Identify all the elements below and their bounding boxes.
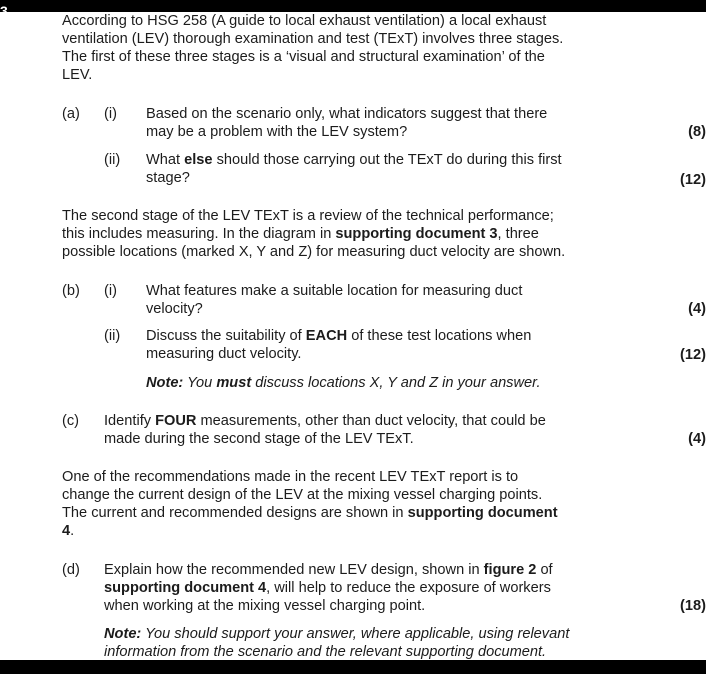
- supporting-document-4-ref: supporting document 4: [104, 580, 267, 596]
- recommendation-line-1: One of the recommendations made in the recent LEV TExT report is to: [62, 469, 519, 485]
- part-a-ii-bold: else: [184, 152, 213, 168]
- part-a-ii-line-1: [146, 151, 632, 169]
- supporting-document-ref: supporting document: [407, 505, 558, 521]
- part-b-i-label: (i): [104, 283, 117, 299]
- part-a-ii-post: should those carrying out the TExT do during this first: [212, 152, 562, 168]
- part-d-note-line-1-post: You should support your answer, where applicable, using relevant: [141, 626, 570, 642]
- part-b-ii-line-2: measuring duct velocity.: [146, 346, 302, 362]
- recommendation-line-4: [62, 522, 632, 540]
- part-d-line-1-post: of: [536, 562, 553, 578]
- part-b-note-label: Note:: [146, 375, 184, 391]
- part-b-note: [146, 374, 632, 392]
- part-d-note-line-2: information from the scenario and the relevant supporting document.: [104, 644, 547, 660]
- second-stage-paragraph: [62, 207, 632, 261]
- part-b-label: (b): [62, 283, 80, 299]
- recommendation-paragraph: [62, 468, 632, 540]
- part-b-note-pre: You: [183, 375, 217, 391]
- part-c-bold: FOUR: [155, 413, 197, 429]
- part-d-marks: (18): [680, 598, 706, 614]
- part-d-note-label: Note:: [104, 626, 142, 642]
- part-a-i-line-2: may be a problem with the LEV system?: [146, 124, 408, 140]
- part-a-label: (a): [62, 106, 80, 122]
- second-stage-line-1: The second stage of the LEV TExT is a review of the technical performance;: [62, 208, 554, 224]
- part-b-ii-bold: EACH: [305, 328, 348, 344]
- intro-line-4: LEV.: [62, 67, 93, 83]
- part-a-i-line-1: Based on the scenario only, what indicators suggest that there: [146, 106, 548, 122]
- part-b-ii-label: (ii): [104, 328, 121, 344]
- intro-line-3: The first of these three stages is a ‘visual and structural examination’ of the: [62, 49, 545, 65]
- supporting-document-number: 4: [62, 523, 71, 539]
- part-b-ii-post: of these test locations when: [347, 328, 532, 344]
- part-a-ii-marks: (12): [680, 172, 706, 188]
- part-b-note-post: discuss locations X, Y and Z in your answer.: [251, 375, 541, 391]
- part-a-ii-pre: What: [146, 152, 185, 168]
- part-d-label: (d): [62, 562, 80, 578]
- part-a-i-marks: (8): [688, 124, 706, 140]
- part-d-question: [104, 561, 632, 615]
- part-b-i-marks: (4): [688, 301, 706, 317]
- part-b-i-line-1: What features make a suitable location for measuring duct: [146, 283, 523, 299]
- part-d-line-2: [104, 579, 632, 597]
- part-c-post: measurements, other than duct velocity, that could be: [196, 413, 546, 429]
- part-b-ii-marks: (12): [680, 347, 706, 363]
- second-stage-line-2-post: , three: [497, 226, 539, 242]
- part-b-i-question: [146, 282, 632, 318]
- recommendation-line-3-pre: The current and recommended designs are shown in: [62, 505, 408, 521]
- supporting-document-3-ref: supporting document 3: [335, 226, 498, 242]
- second-stage-line-3: possible locations (marked X, Y and Z) for measuring duct velocity are shown.: [62, 244, 566, 260]
- part-d-line-1: [104, 561, 632, 579]
- part-c-line-1: [104, 412, 632, 430]
- part-d-line-3: when working at the mixing vessel charging point.: [104, 598, 426, 614]
- part-b-note-bold: must: [216, 375, 252, 391]
- figure-2-ref: figure 2: [483, 562, 537, 578]
- part-c-marks: (4): [688, 431, 706, 447]
- part-d-line-1-pre: Explain how the recommended new LEV design, shown in: [104, 562, 484, 578]
- intro-line-2: ventilation (LEV) thorough examination and test (TExT) involves three stages.: [62, 31, 564, 47]
- part-b-ii-line-1: [146, 327, 632, 345]
- intro-line-1: According to HSG 258 (A guide to local exhaust ventilation) a local exhaust: [62, 13, 547, 29]
- part-a-ii-question: [146, 151, 632, 187]
- part-c-pre: Identify: [104, 413, 156, 429]
- question-number: 3: [0, 3, 8, 19]
- recommendation-line-4-post: .: [70, 523, 75, 539]
- part-d-note-line-1: [104, 625, 632, 643]
- part-b-ii-pre: Discuss the suitability of: [146, 328, 306, 344]
- second-stage-line-2: [62, 225, 632, 243]
- intro-paragraph: [62, 12, 632, 84]
- recommendation-line-3: [62, 504, 632, 522]
- part-a-i-label: (i): [104, 106, 117, 122]
- top-border-bar: [0, 0, 706, 12]
- bottom-border-bar: [0, 660, 706, 674]
- part-b-i-line-2: velocity?: [146, 301, 203, 317]
- part-c-question: [104, 412, 632, 448]
- part-a-i-question: [146, 105, 632, 141]
- part-d-note: [104, 625, 632, 661]
- recommendation-line-2: change the current design of the LEV at the mixing vessel charging points.: [62, 487, 543, 503]
- part-d-line-2-post: , will help to reduce the exposure of workers: [266, 580, 551, 596]
- second-stage-line-2-pre: this includes measuring. In the diagram in: [62, 226, 336, 242]
- part-c-line-2: made during the second stage of the LEV TExT.: [104, 431, 414, 447]
- part-a-ii-line-2: stage?: [146, 170, 190, 186]
- part-a-ii-label: (ii): [104, 152, 121, 168]
- part-b-ii-question: [146, 327, 632, 363]
- part-c-label: (c): [62, 413, 80, 429]
